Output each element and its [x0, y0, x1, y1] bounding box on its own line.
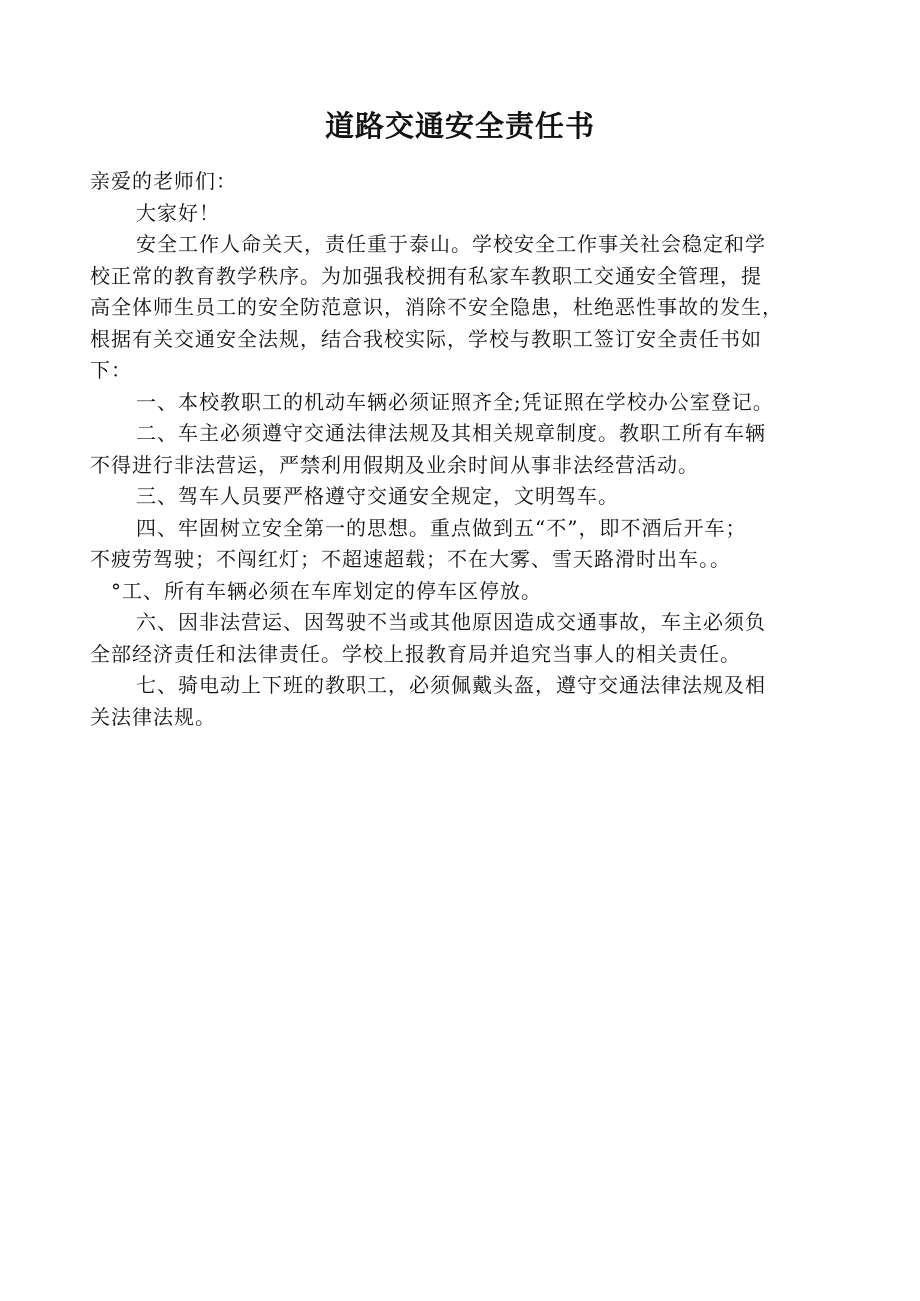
item-6-line: 六、因非法营运、因驾驶不当或其他原因造成交通事故，车主必须负: [136, 610, 766, 634]
item-5-line: °工、所有车辆必须在车库划定的停车区停放。: [111, 578, 542, 603]
greeting: 大家好！: [136, 200, 220, 225]
intro-line: 校正常的教育教学秩序。为加强我校拥有私家车教职工交通安全管理，提: [90, 263, 762, 288]
item-4-line: 不疲劳驾驶；不闯红灯；不超速超载；不在大雾、雪天路滑时出车。。: [90, 547, 731, 571]
intro-line: 下：: [90, 358, 132, 382]
item-7-line: 七、骑电动上下班的教职工，必须佩戴头盔，遵守交通法律法规及相: [136, 673, 766, 697]
item-4-line: 四、牢固树立安全第一的思想。重点做到五“不”，即不酒后开车；: [136, 515, 747, 540]
intro-line: 根据有关交通安全法规，结合我校实际，学校与教职工签订安全责任书如: [90, 326, 762, 351]
document-body: [90, 166, 842, 733]
item-2-line: 二、车主必须遵守交通法律法规及其相关规章制度。教职工所有车辆: [136, 421, 766, 445]
item-3-line: 三、驾车人员要严格遵守交通安全规定，文明驾车。: [136, 484, 619, 508]
salutation: 亲爱的老师们：: [90, 169, 237, 193]
item-1-line: 一、本校教职工的机动车辆必须证照齐全;凭证照在学校办公室登记。: [136, 389, 774, 414]
document-title: 道路交通安全责任书: [324, 109, 595, 143]
intro-line: 安全工作人命关天，责任重于泰山。学校安全工作事关社会稳定和学: [136, 232, 766, 256]
intro-line: 高全体师生员工的安全防范意识，消除不安全隐患，杜绝恶性事故的发生，: [90, 295, 783, 319]
item-6-line: 全部经济责任和法律责任。学校上报教育局并追究当事人的相关责任。: [90, 641, 741, 666]
item-2-line: 不得进行非法营运，严禁利用假期及业余时间从事非法经营活动。: [90, 452, 699, 477]
item-7-line: 关法律法规。: [90, 704, 216, 729]
